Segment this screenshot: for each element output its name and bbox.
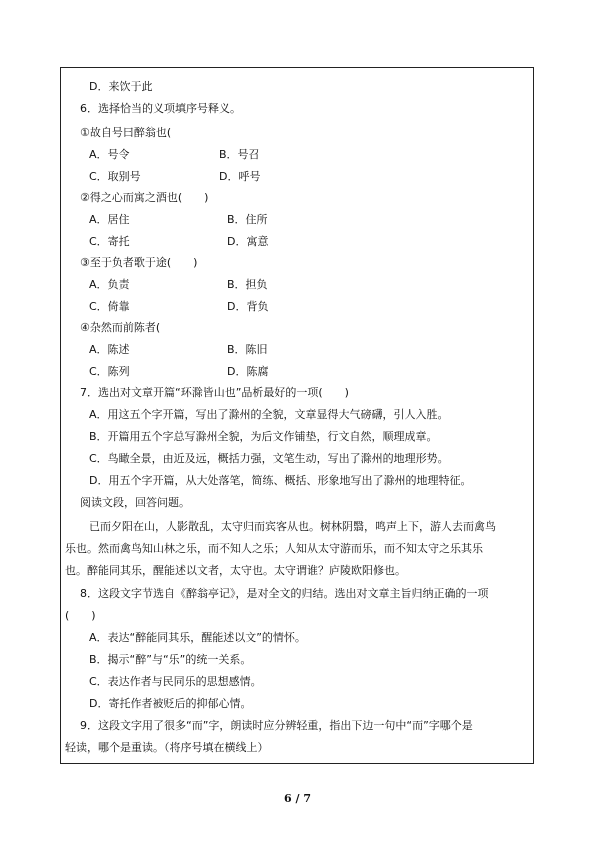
q8-option-b: B．揭示“醉”与“乐”的统一关系。	[89, 653, 252, 666]
q7-option-a: A．用这五个字开篇，写出了滁州的全貌，文章显得大气磅礴，引人入胜。	[89, 408, 449, 421]
question-9-stem-cont: 轻读，哪个是重读。（将序号填在横线上）	[65, 741, 269, 754]
q6-3-option-a: A．负责	[89, 278, 130, 291]
passage-line-1: 已而夕阳在山，人影散乱，太守归而宾客从也。树林阴翳，鸣声上下，游人去而禽鸟	[89, 520, 496, 533]
q6-2-option-c: C．寄托	[89, 235, 130, 248]
q6-1-option-b: B．号召	[219, 148, 260, 161]
reading-instruction: 阅读文段，回答问题。	[80, 496, 190, 509]
q6-3-option-c: C．倚靠	[89, 300, 130, 313]
q6-3-option-b: B．担负	[227, 278, 268, 291]
q7-option-b: B．开篇用五个字总写滁州全貌，为后文作铺垫，行文自然，顺理成章。	[89, 430, 438, 443]
q6-item-1: ①故自号曰醉翁也(	[80, 126, 172, 139]
q6-2-option-a: A．居住	[89, 213, 130, 226]
page-number: 6 / 7	[284, 792, 311, 805]
q8-option-a: A．表达“醉能同其乐，醒能述以文”的情怀。	[89, 631, 306, 644]
question-7-stem: 7．选出对文章开篇“环滁皆山也”品析最好的一项( )	[80, 386, 349, 399]
question-8-stem: 8．这段文字节选自《醉翁亭记》，是对全文的归结。选出对文章主旨归纳正确的一项	[80, 587, 489, 600]
passage-line-3: 也。醉能同其乐，醒能述以文者，太守也。太守谓谁？庐陵欧阳修也。	[65, 564, 406, 577]
q6-item-3: ③至于负者歌于途( )	[80, 256, 198, 269]
q5-option-d: D．来饮于此	[89, 80, 153, 93]
q6-item-2: ②得之心而寓之酒也( )	[80, 191, 209, 204]
q6-1-option-d: D．呼号	[219, 170, 261, 183]
q8-option-c: C．表达作者与民同乐的思想感情。	[89, 675, 262, 688]
question-8-blank: ( )	[65, 609, 96, 622]
q6-4-option-d: D．陈腐	[227, 365, 269, 378]
q6-3-option-d: D．背负	[227, 300, 269, 313]
q6-2-option-b: B．住所	[227, 213, 268, 226]
passage-line-2: 乐也。然而禽鸟知山林之乐，而不知人之乐；人知从太守游而乐，而不知太守之乐其乐	[65, 542, 483, 555]
q6-1-option-c: C．取别号	[89, 170, 141, 183]
q6-4-option-b: B．陈旧	[227, 343, 268, 356]
q6-2-option-d: D．寓意	[227, 235, 269, 248]
question-6-stem: 6．选择恰当的义项填序号释义。	[80, 102, 241, 115]
q7-option-c: C．鸟瞰全景，由近及远，概括力强，文笔生动，写出了滁州的地理形势。	[89, 452, 449, 465]
q6-4-option-c: C．陈列	[89, 365, 130, 378]
q7-option-d: D．用五个字开篇，从大处落笔，简练、概括、形象地写出了滁州的地理特征。	[89, 474, 472, 487]
q8-option-d: D．寄托作者被贬后的抑郁心情。	[89, 697, 252, 710]
q6-item-4: ④杂然而前陈者(	[80, 321, 161, 334]
q6-1-option-a: A．号令	[89, 148, 130, 161]
question-9-stem: 9．这段文字用了很多“而”字，朗读时应分辨轻重，指出下边一句中“而”字哪个是	[80, 719, 473, 732]
q6-4-option-a: A．陈述	[89, 343, 130, 356]
